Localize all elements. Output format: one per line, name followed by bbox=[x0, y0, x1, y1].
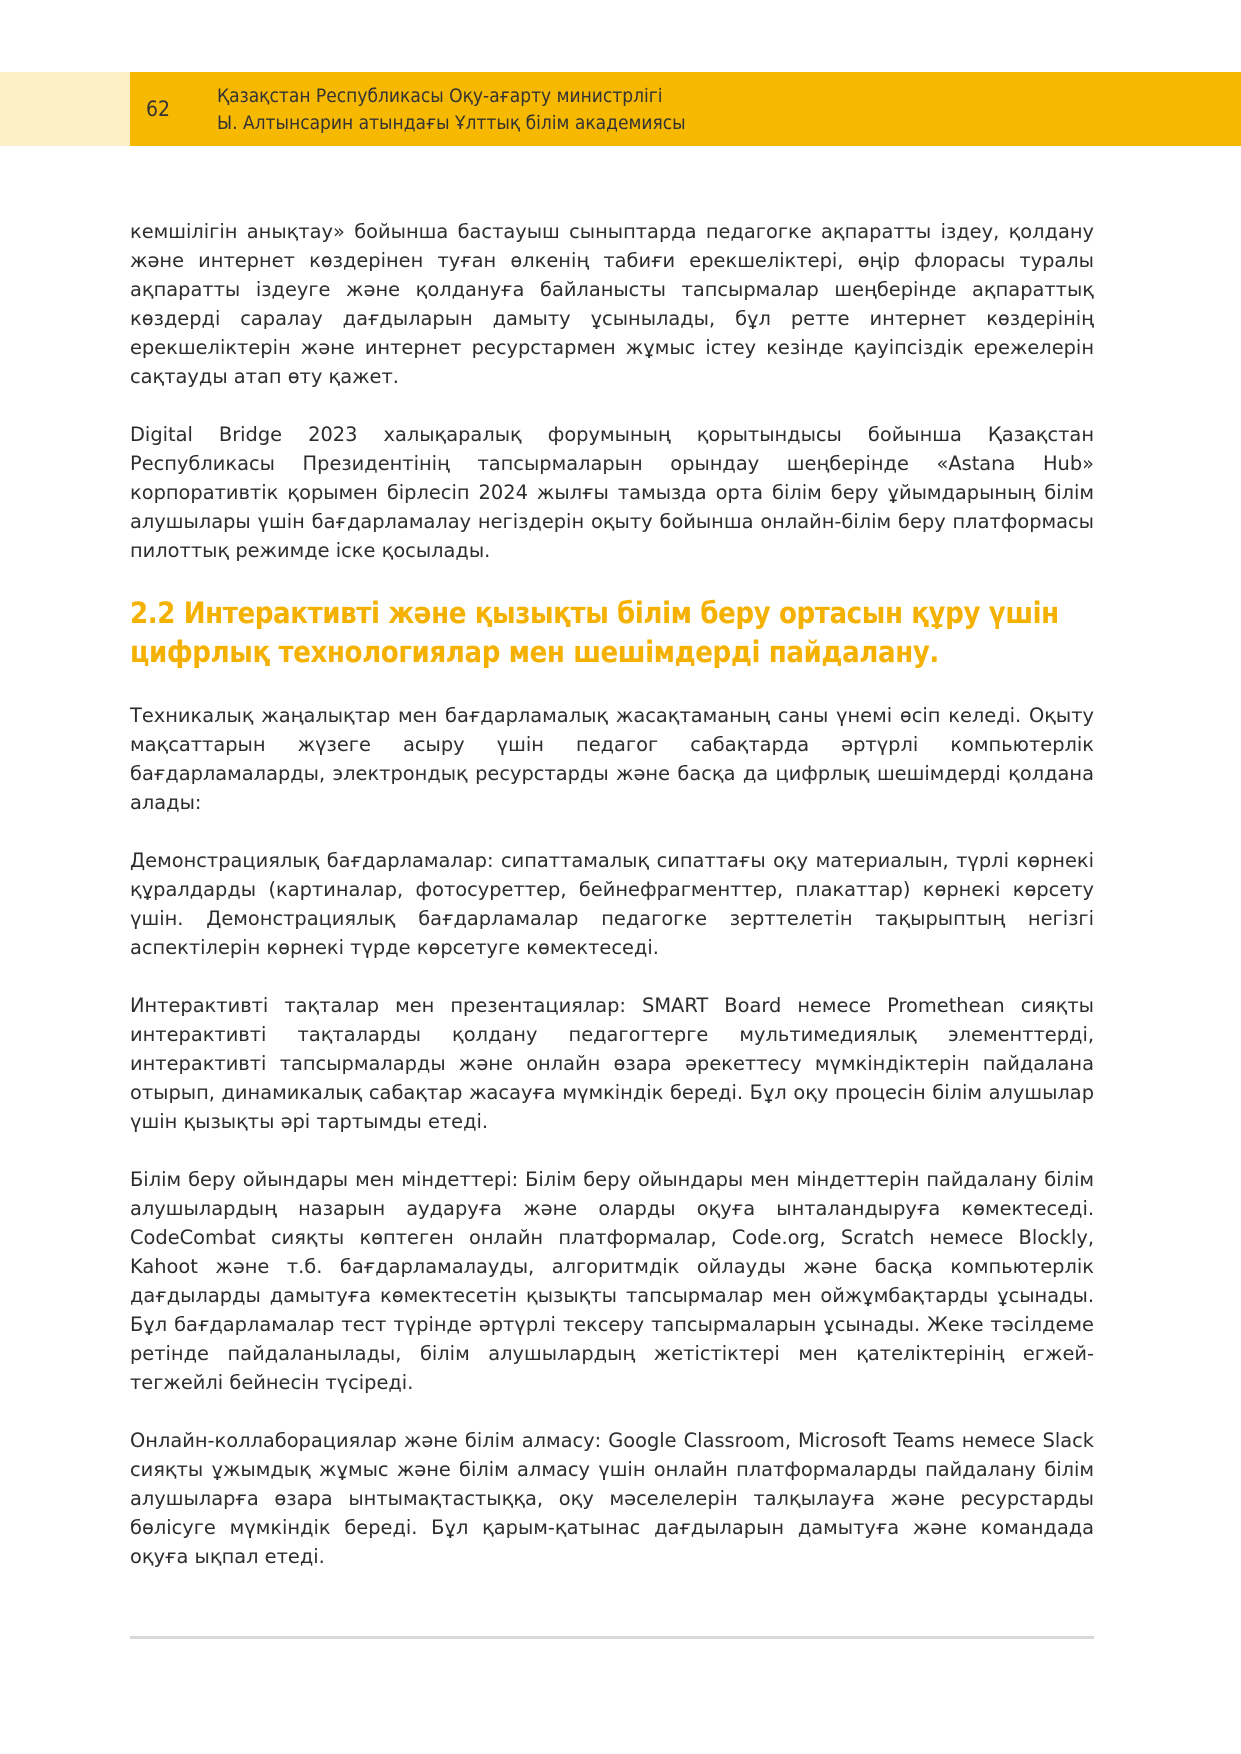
section-paragraph-4: Білім беру ойындары мен міндеттері: Білім беру ойындары мен міндеттерін пайдалану білім алушылардың назарын аударуға және оларды оқуға ынталандыруға көмектеседі. CodeCombat сияқты көптеген онлайн платформалар, Code.org, Scratch немесе Blockly, Kahoot және т.б. бағдарламалауды, алгоритмдік ойлауды және басқа компьютерлік дағдыларды дамытуға көмектесетін қызықты тапсырмалар мен ойжұмбақтарды ұсынады. Бұл бағдарламалар тест түрінде әртүрлі тексеру тапсырмаларын ұсынады. Жеке тәсілдеме ретінде пайдаланылады, білім алушылардың жетістіктері мен қателіктерінің егжей-тегжейлі бейнесін түсіреді. bbox=[130, 1168, 1094, 1394]
header-title-block bbox=[217, 83, 1197, 137]
section-paragraph-3: Интерактивті тақталар мен презентациялар: SMART Board немесе Promethean сияқты интерактивті тақталарды қолдану педагогтерге мультимедиялық элементтерді, интерактивті тапсырмаларды және онлайн өзара әрекеттесу мүмкіндіктерін пайдалана отырып, динамикалық сабақтар жасауға мүмкіндік береді. Бұл оқу процесін білім алушылар үшін қызықты әрі тартымды етеді. bbox=[130, 994, 1094, 1133]
header-line-academy: Ы. Алтынсарин атындағы Ұлттық білім академиясы bbox=[217, 112, 686, 134]
header-line-ministry: Қазақстан Республикасы Оқу-ағарту министрлігі bbox=[217, 85, 663, 107]
body-paragraph-1: кемшілігін анықтау» бойынша бастауыш сыныптарда педагогке ақпаратты іздеу, қолдану және интернет көздерінен туған өлкенің табиғи ерекшеліктері, өңір флорасы туралы ақпаратты іздеуге және қолдануға байланысты тапсырмалар шеңберінде ақпараттық көздерді саралау дағдыларын дамыту ұсынылады, бұл ретте интернет көздерінің ерекшеліктерін және интернет ресурстармен жұмыс істеу кезінде қауіпсіздік ережелерін сақтауды атап өту қажет. bbox=[130, 220, 1094, 388]
footer-rule bbox=[130, 1636, 1094, 1639]
section-paragraph-5: Онлайн-коллаборациялар және білім алмасу: Google Classroom, Microsoft Teams немесе Slack сияқты ұжымдық жұмыс және білім алмасу үшін онлайн платформаларды пайдалану білім алушыларға өзара ынтымақтастыққа, оқу мәселелерін талқылауға және ресурстарды бөлісуге мүмкіндік береді. Бұл қарым-қатынас дағдыларын дамытуға және командада оқуға ықпал етеді. bbox=[130, 1429, 1094, 1568]
section-heading: 2.2 Интерактивті және қызықты білім беру ортасын құру үшін цифрлық технологиялар мен шешімдерді пайдалану. bbox=[130, 596, 1059, 669]
page-number: 62 bbox=[146, 97, 171, 121]
body-paragraph-2: Digital Bridge 2023 халықаралық форумының қорытындысы бойынша Қазақстан Республикасы Президентінің тапсырмаларын орындау шеңберінде «Astana Hub» корпоративтік қорымен бірлесіп 2024 жылғы тамызда орта білім беру ұйымдарының білім алушылары үшін бағдарламалау негіздерін оқыту бойынша онлайн-білім беру платформасы пилоттық режимде іске қосылады. bbox=[130, 423, 1094, 562]
page-number-box bbox=[0, 72, 130, 146]
section-paragraph-1: Техникалық жаңалықтар мен бағдарламалық жасақтаманың саны үнемі өсіп келеді. Оқыту мақсаттарын жүзеге асыру үшін педагог сабақтарда әртүрлі компьютерлік бағдарламаларды, электрондық ресурстарды және басқа да цифрлық шешімдерді қолдана алады: bbox=[130, 704, 1094, 814]
section-paragraph-2: Демонстрациялық бағдарламалар: сипаттамалық сипаттағы оқу материалын, түрлі көрнекі құралдарды (картиналар, фотосуреттер, бейнефрагменттер, плакаттар) көрнекі көрсету үшін. Демонстрациялық бағдарламалар педагогке зерттелетін тақырыптың негізгі аспектілерін көрнекі түрде көрсетуге көмектеседі. bbox=[130, 849, 1094, 959]
document-content bbox=[130, 217, 1094, 1600]
